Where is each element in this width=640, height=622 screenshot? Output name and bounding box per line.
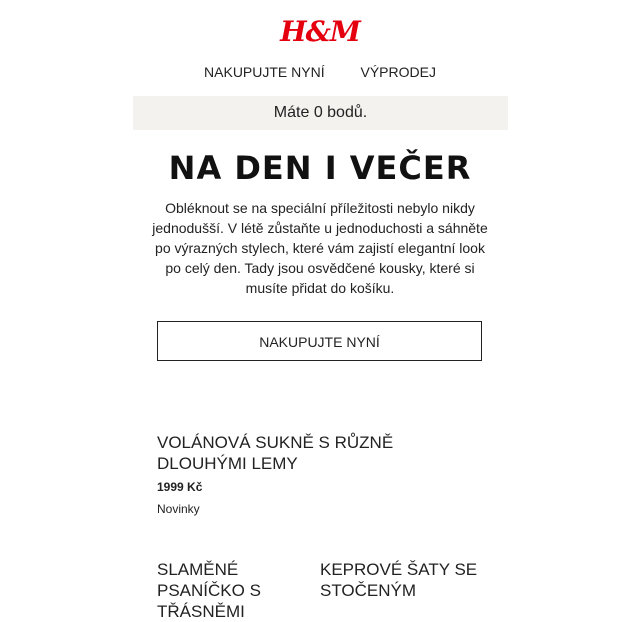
product-card[interactable] — [157, 559, 315, 622]
hero-description: Obléknout se na speciální příležitosti nebylo nikdy jednodušší. V létě zůstaňte u jednoduchosti a sáhněte po výrazných stylech, které vám zajistí elegantní look po celý den. Tady jsou osvědčené kousky, které si musíte přidat do košíku. — [152, 200, 488, 296]
product-card[interactable] — [320, 559, 485, 601]
hm-logo[interactable]: H&M — [280, 15, 360, 48]
product-name[interactable]: KEPROVÉ ŠATY SE STOČENÝM — [320, 560, 478, 600]
product-name[interactable]: SLAMĚNÉ PSANÍČKO S TŘÁSNĚMI — [157, 560, 261, 621]
product-tag: Novinky — [157, 502, 200, 516]
logo-container — [0, 14, 640, 50]
loyalty-points-banner — [133, 96, 508, 130]
hero-title: NA DEN I VEČER — [168, 149, 472, 187]
product-card[interactable] — [157, 432, 487, 518]
nav-link-shop-now[interactable]: NAKUPUJTE NYNÍ — [204, 64, 325, 80]
shop-now-button[interactable]: NAKUPUJTE NYNÍ — [157, 321, 482, 361]
points-text: Máte 0 bodů. — [273, 104, 368, 121]
product-price: 1999 Kč — [157, 480, 203, 494]
top-navigation — [0, 62, 640, 82]
nav-link-sale[interactable]: VÝPRODEJ — [360, 64, 436, 80]
product-name[interactable]: VOLÁNOVÁ SUKNĚ S RŮZNĚ DLOUHÝMI LEMY — [157, 433, 394, 473]
